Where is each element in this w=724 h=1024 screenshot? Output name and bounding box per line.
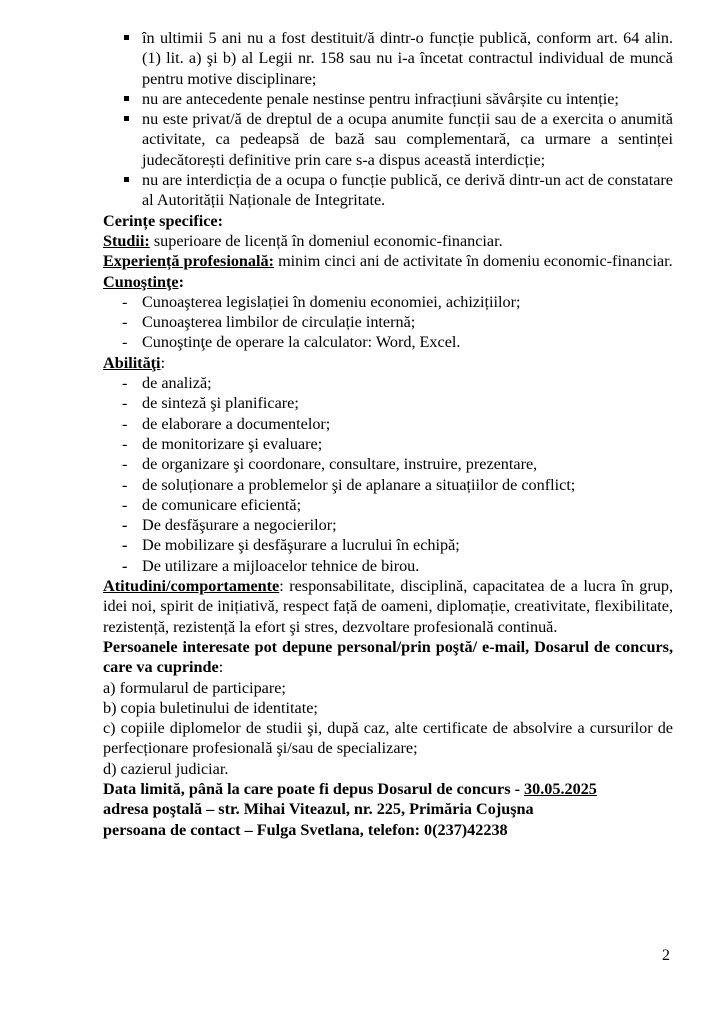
list-item: - Cunoştinţe de operare la calculator: Word, Excel. (122, 333, 461, 352)
list-item: nu este privat/ă de dreptul de a ocupa anumite funcții sau de a exercita o anumită activitate, ca pedeapsă de bază sau complementară, ca urmare a sentinței judecătorești definitive prin care s-a dispus această interdicție; (103, 109, 673, 170)
abilities-list (103, 373, 673, 576)
eligibility-bullet-list (103, 28, 673, 211)
list-item: - de sinteză şi planificare; (122, 394, 299, 413)
list-item: în ultimii 5 ani nu a fost destituit/ă dintr-o funcție publică, conform art. 64 alin. (1) lit. a) şi b) al Legii nr. 158 sau nu i-a încetat contractul individual de muncă pentru motive disciplinare; (103, 28, 673, 89)
deadline-line: Data limită, până la care poate fi depus Dosarul de concurs - 30.05.2025 (103, 779, 597, 798)
square-bullet-icon (124, 35, 129, 40)
experience-paragraph (103, 251, 673, 271)
list-item: - Cunoaşterea legislației în domeniu economiei, achizițiilor; (122, 292, 521, 311)
deadline-date: 30.05.2025 (524, 779, 597, 798)
knowledge-heading: Cunoştinţe: (103, 272, 184, 291)
list-item: - de soluționare a problemelor şi de aplanare a situațiilor de conflict; (122, 475, 576, 494)
studies-paragraph (103, 231, 673, 251)
contact-person: persoana de contact – Fulga Svetlana, telefon: 0(237)42238 (103, 820, 508, 839)
dossier-item: d) cazierul judiciar. (103, 759, 229, 778)
list-item: nu are interdicția de a ocupa o funcție publică, ce derivă dintr-un act de constatare al Autorității Naționale de Integritate. (103, 170, 673, 211)
list-item: - Cunoaşterea limbilor de circulație internă; (122, 313, 416, 332)
attitudes-text: : responsabilitate, disciplină, capacitatea de a lucra în grup, idei noi, spirit de inițiativă, respect față de oameni, diplomație, creativitate, flexibilitate, rezistență, rezistență la efort şi stres, dezvoltare profesională continuă. (103, 577, 673, 636)
requirements-heading: Cerințe specifice: (103, 211, 223, 230)
square-bullet-icon (124, 116, 129, 121)
experience-label: Experiență profesională: (103, 252, 275, 271)
list-item: nu are antecedente penale nestinse pentru infracțiuni săvârșite cu intenție; (103, 89, 673, 109)
list-item: - De mobilizare şi desfăşurare a lucrului în echipă; (122, 536, 460, 555)
square-bullet-icon (124, 177, 129, 182)
list-item: - De desfăşurare a negocierilor; (122, 516, 337, 535)
document-page (103, 28, 673, 840)
list-item: - de elaborare a documentelor; (122, 414, 331, 433)
studies-text: superioare de licență în domeniul economic-financiar. (149, 231, 503, 250)
attitudes-label: Atitudini/comportamente (103, 577, 280, 596)
knowledge-list (103, 292, 673, 353)
abilities-heading: Abilităţi: (103, 353, 166, 372)
dossier-item: c) copiile diplomelor de studii şi, după caz, alte certificate de absolvire a cursurilor de perfecționare profesională şi/sau de specializare; (103, 719, 673, 758)
list-item: - de comunicare eficientă; (122, 495, 302, 514)
list-item: - de analiză; (122, 374, 212, 393)
dossier-item: a) formularul de participare; (103, 678, 286, 697)
dossier-item: b) copia buletinului de identitate; (103, 698, 318, 717)
studies-label: Studii: (103, 231, 150, 250)
dossier-intro: Persoanele interesate pot depune personal/prin poştă/ e-mail, Dosarul de concurs, care va cuprinde: (103, 637, 673, 677)
postal-address: adresa poştală – str. Mihai Viteazul, nr. 225, Primăria Cojuşna (103, 800, 534, 819)
square-bullet-icon (124, 96, 129, 101)
list-item: - de organizare şi coordonare, consultare, instruire, prezentare, (122, 455, 538, 474)
page-number: 2 (662, 947, 670, 964)
list-item: - De utilizare a mijloacelor tehnice de birou. (122, 556, 420, 575)
list-item: - de monitorizare şi evaluare; (122, 434, 323, 453)
experience-text: minim cinci ani de activitate în domeniu economic-financiar. (274, 252, 673, 271)
attitudes-paragraph (103, 576, 673, 637)
